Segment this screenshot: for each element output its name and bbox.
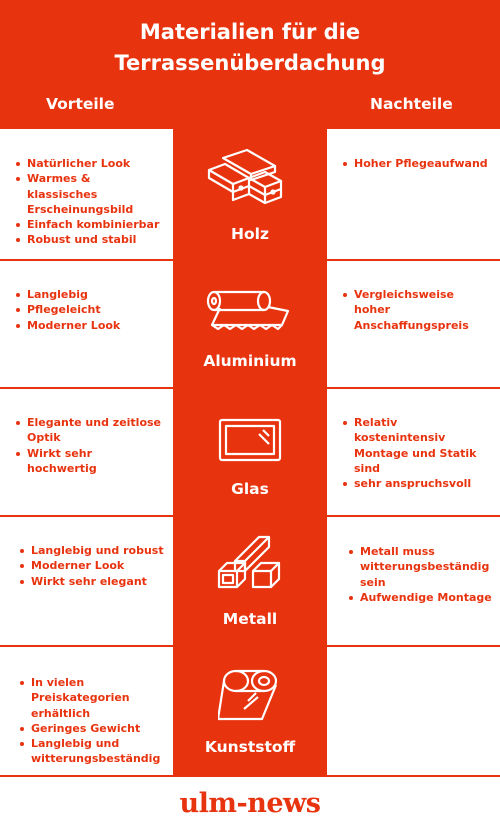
list-item: Vergleichsweise hoher Anschaffungspreis <box>341 287 491 333</box>
pros-cell <box>18 543 168 589</box>
cons-list <box>341 415 491 491</box>
list-item: Natürlicher Look <box>14 156 164 171</box>
material-label: Metall <box>222 610 278 628</box>
pros-cell <box>14 156 164 248</box>
list-item: Moderner Look <box>18 558 168 573</box>
list-item: Geringes Gewicht <box>18 721 168 736</box>
foil-roll-icon <box>173 287 327 337</box>
pros-list <box>14 156 164 248</box>
pros-list <box>14 415 164 476</box>
metal-bars-icon <box>173 531 327 591</box>
title-line-1: Materialien für die <box>139 20 361 44</box>
material-label: Kunststoff <box>204 738 296 756</box>
cons-list <box>341 156 491 171</box>
cons-cell <box>341 287 491 333</box>
list-item: Langlebig <box>14 287 164 302</box>
material-row-metall <box>0 517 500 645</box>
cons-list <box>347 544 497 605</box>
list-item: Moderner Look <box>14 318 164 333</box>
material-row-glas <box>0 389 500 517</box>
list-item: sehr anspruchsvoll <box>341 476 491 491</box>
glass-pane-icon <box>173 417 327 463</box>
list-item: Metall muss witterungsbeständig sein <box>347 544 497 590</box>
pros-cell <box>18 675 168 767</box>
page-title <box>0 17 500 79</box>
material-row-kunststoff <box>0 647 500 775</box>
list-item: Langlebig und robust <box>18 543 168 558</box>
list-item: Langlebig und witterungsbeständig <box>18 736 168 767</box>
list-item: Wirkt sehr elegant <box>18 574 168 589</box>
pros-cell <box>14 415 164 476</box>
pros-list <box>18 675 168 767</box>
column-heading-pros: Vorteile <box>46 95 115 113</box>
cons-cell <box>347 544 497 605</box>
list-item: Pflegeleicht <box>14 302 164 317</box>
list-item: Wirkt sehr hochwertig <box>14 446 164 477</box>
cons-cell <box>341 156 491 171</box>
list-item: Robust und stabil <box>14 232 164 247</box>
list-item: In vielen Preiskategorien erhältlich <box>18 675 168 721</box>
cons-cell <box>341 415 491 491</box>
list-item: Hoher Pflegeaufwand <box>341 156 491 171</box>
list-item: Einfach kombinierbar <box>14 217 164 232</box>
plastic-roll-icon <box>173 667 327 723</box>
header-banner <box>0 0 500 129</box>
material-label: Holz <box>231 225 269 243</box>
list-item: Warmes & klassisches Erscheinungsbild <box>14 171 164 217</box>
list-item: Relativ kostenintensiv Montage und Statik sind <box>341 415 491 476</box>
row-divider <box>0 775 500 777</box>
material-label: Glas <box>231 480 269 498</box>
pros-list <box>14 287 164 333</box>
column-heading-cons: Nachteile <box>370 95 453 113</box>
list-item: Aufwendige Montage <box>347 590 497 605</box>
pros-cell <box>14 287 164 333</box>
wood-beams-icon <box>173 148 327 208</box>
cons-list <box>341 287 491 333</box>
material-row-aluminium <box>0 261 500 389</box>
list-item: Elegante und zeitlose Optik <box>14 415 164 446</box>
material-label: Aluminium <box>203 352 297 370</box>
title-line-2: Terrassenüberdachung <box>114 51 386 75</box>
material-row-holz <box>0 130 500 258</box>
brand-logo: ulm-news <box>179 788 321 819</box>
pros-list <box>18 543 168 589</box>
